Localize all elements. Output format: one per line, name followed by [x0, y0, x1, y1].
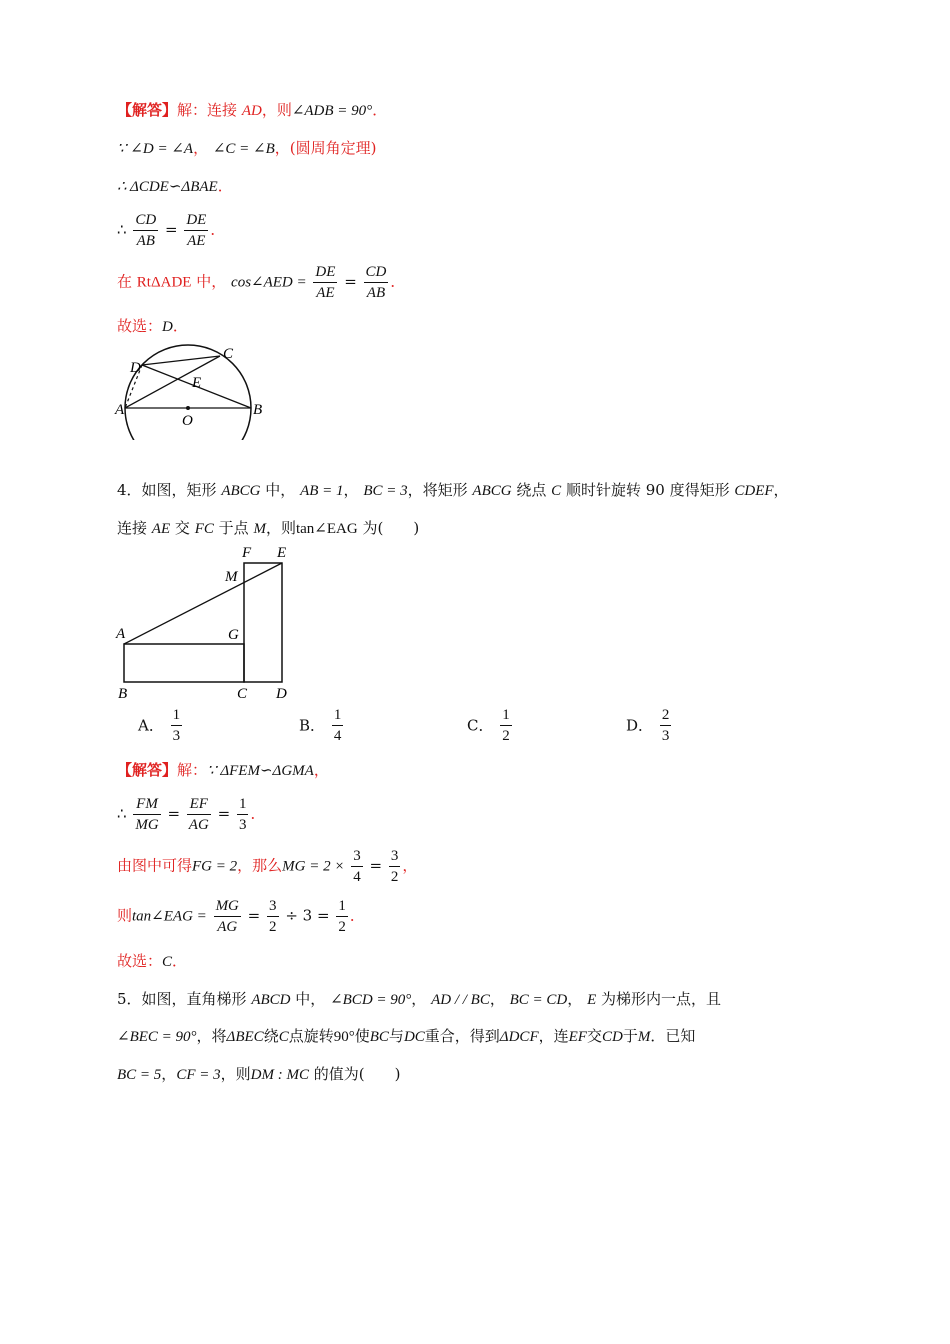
option-b[interactable]: B． $\frac{1}{4}$ — [299, 707, 342, 744]
option-c[interactable]: C． $\frac{1}{2}$ — [467, 707, 510, 744]
q4-rectangle-figure — [112, 540, 302, 700]
q5-question-line-1: 5．如图，直角梯形 ABCD 中， ∠BCD = 90°， AD / / BC， BC = CD， E 为梯形内一点，且 — [117, 990, 722, 1008]
q3-circle-figure — [112, 340, 272, 440]
q4-question-line-2: 连接 AE 交 FC 于点 M，则tan∠EAG 为( ) — [117, 519, 420, 537]
segment-ae — [124, 563, 282, 644]
q4-solution-line-4: 则tan∠EAG = $\frac{MG}{AG}$ = $\frac{3}{2}$ ÷ 3 = $\frac{1}{2}$ ． — [117, 898, 365, 935]
label-e: E — [192, 375, 202, 391]
q5-question-line-3: BC = 5，CF = 3，则DM : MC 的值为( ) — [117, 1065, 401, 1083]
label-a: A — [115, 402, 125, 418]
label-g: G — [228, 627, 239, 643]
q4-answer: 故选：C． — [117, 952, 188, 970]
label-e: E — [277, 545, 287, 561]
fraction: $\frac{MG}{AG}$ — [215, 898, 239, 935]
chord-dc — [142, 356, 220, 365]
label-f: F — [242, 545, 252, 561]
fraction: $\frac{CD}{AB}$ — [365, 264, 387, 301]
label-d: D — [276, 686, 287, 700]
label-b: B — [118, 686, 128, 700]
solution-tag: 【解答】 — [117, 761, 178, 779]
label-o: O — [182, 413, 193, 429]
label-b: B — [253, 402, 263, 418]
label-m: M — [225, 569, 238, 585]
center-dot — [186, 406, 190, 410]
option-d[interactable]: D． $\frac{2}{3}$ — [626, 707, 670, 744]
q4-solution-line-3: 由图中可得FG = 2，那么MG = 2 × $\frac{3}{4}$ = $\frac{3}{2}$ ， — [117, 848, 418, 885]
label-c: C — [223, 346, 234, 362]
rect-abcg — [124, 644, 244, 682]
fraction: $\frac{DE}{AE}$ — [186, 212, 207, 249]
q3-solution-line-1: 【解答】解：连接 AD，则∠ADB = 90°． — [117, 101, 388, 119]
label-c: C — [237, 686, 248, 700]
q4-question-line-1: 4．如图，矩形 ABCG 中， AB = 1， BC = 3，将矩形 ABCG 绕点 C 顺时针旋转 90 度得矩形 CDEF， — [117, 481, 789, 499]
fraction: $\frac{3}{2}$ — [390, 848, 399, 885]
fraction: $\frac{CD}{AB}$ — [135, 212, 157, 249]
fraction: $\frac{3}{2}$ — [269, 898, 277, 935]
fraction: $\frac{DE}{AE}$ — [315, 264, 336, 301]
label-a: A — [116, 626, 126, 642]
q3-solution-line-5: 在 RtΔADE 中， cos∠AED = $\frac{DE}{AE}$ = $\frac{CD}{AB}$ ． — [117, 264, 406, 301]
q4-solution-line-2: ∴ $\frac{FM}{MG}$ = $\frac{EF}{AG}$ = $\frac{1}{3}$ ． — [117, 796, 266, 833]
q4-solution-line-1: 【解答】解：∵ ΔFEM∽ΔGMA， — [117, 761, 329, 779]
fraction: $\frac{EF}{AG}$ — [188, 796, 209, 833]
q3-solution-line-4: ∴ $\frac{CD}{AB}$ = $\frac{DE}{AE}$ ． — [117, 212, 226, 249]
rect-cdef — [244, 563, 282, 682]
solution-tag: 【解答】 — [117, 101, 178, 119]
q5-question-line-2: ∠BEC = 90°，将ΔBEC绕C点旋转90°使BC与DC重合，得到ΔDCF，连EF交CD于M．已知 — [117, 1027, 696, 1045]
fraction: $\frac{3}{4}$ — [353, 848, 361, 885]
fraction: $\frac{1}{2}$ — [338, 898, 346, 935]
q3-solution-line-2: ∵ ∠D = ∠A， ∠C = ∠B，(圆周角定理) — [117, 139, 377, 157]
fraction: $\frac{FM}{MG}$ — [135, 796, 159, 833]
q3-answer: 故选：D． — [117, 317, 188, 335]
fraction: $\frac{1}{3}$ — [238, 796, 247, 833]
q3-solution-line-3: ∴ ΔCDE∽ΔBAE． — [117, 177, 233, 195]
label-d: D — [130, 360, 141, 376]
option-a[interactable]: A． $\frac{1}{3}$ — [138, 707, 181, 744]
